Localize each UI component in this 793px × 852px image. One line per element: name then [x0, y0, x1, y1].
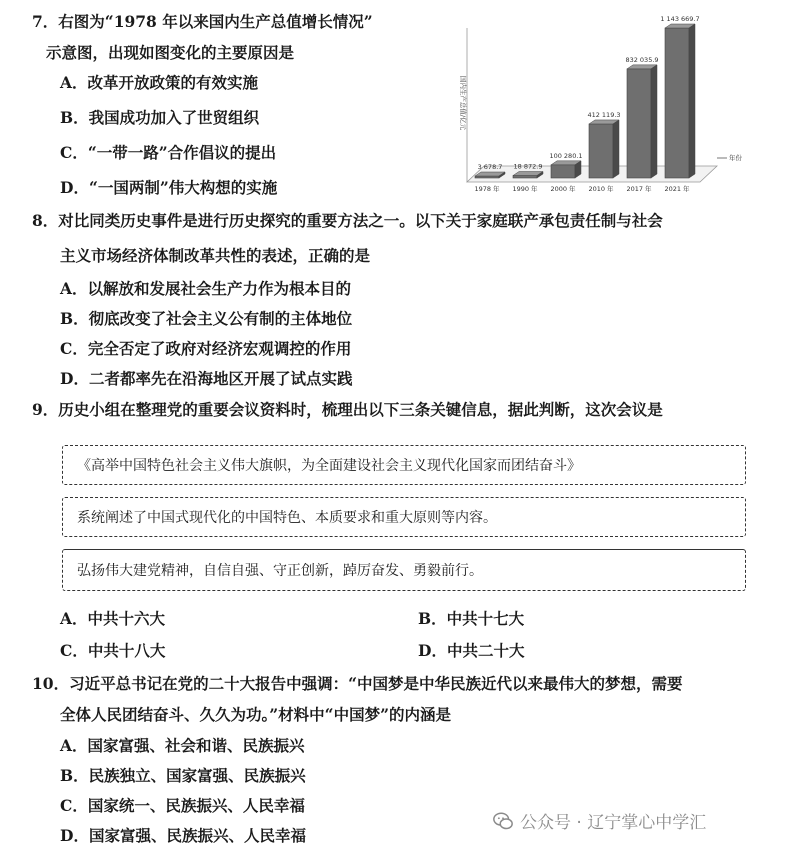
x-tick-label-4: 2017 年: [626, 185, 652, 193]
q7-stem-line2: 示意图，出现如图变化的主要原因是: [46, 43, 295, 62]
bar-side-5: [689, 24, 695, 178]
bar-value-label-3: 412 119.3: [587, 110, 621, 119]
q7-stem-line1: 7．右图为“1978 年以来国内生产总值增长情况”: [32, 12, 373, 31]
chart-ylabel: 国内生产总值/亿元: [459, 75, 467, 131]
legend-label: 年份: [729, 154, 742, 162]
q7-option-c: C．“一带一路”合作倡议的提出: [60, 143, 277, 162]
x-tick-label-2: 2000 年: [550, 185, 576, 193]
bar-2: [551, 165, 575, 178]
bar-value-label-5: 1 143 669.7: [660, 15, 700, 23]
q9-info-text-1: 《高举中国特色社会主义伟大旗帜，为全面建设社会主义现代化国家而团结奋斗》: [77, 458, 581, 474]
bar-side-3: [613, 120, 619, 178]
bar-value-label-2: 100 280.1: [549, 151, 583, 160]
bar-side-4: [651, 65, 657, 178]
q7-option-a: A．改革开放政策的有效实施: [60, 73, 259, 92]
q9-option-b: B．中共十七大: [418, 609, 525, 628]
q10-stem-line1: 10．习近平总书记在党的二十大报告中强调：“中国梦是中华民族近代以来最伟大的梦想，需要: [32, 674, 683, 693]
wechat-icon: [492, 810, 514, 832]
q7-option-d: D．“一国两制”伟大构想的实施: [60, 178, 278, 197]
q9-stem: 9．历史小组在整理党的重要会议资料时，梳理出以下三条关键信息，据此判断，这次会议是: [32, 400, 663, 419]
q10-option-c: C．国家统一、民族振兴、人民幸福: [60, 796, 305, 815]
x-tick-label-3: 2010 年: [588, 185, 614, 193]
q10-option-a: A．国家富强、社会和谐、民族振兴: [60, 736, 305, 755]
q10-option-d: D．国家富强、民族振兴、人民幸福: [60, 826, 306, 845]
x-tick-label-1: 1990 年: [512, 185, 538, 193]
watermark-text: 公众号 · 辽宁掌心中学汇: [520, 813, 707, 833]
q8-stem-line1: 8．对比同类历史事件是进行历史探究的重要方法之一。以下关于家庭联产承包责任制与社会: [32, 211, 663, 230]
q9-info-box-2: [62, 497, 746, 537]
bar-4: [627, 69, 651, 178]
q9-info-text-2: 系统阐述了中国式现代化的中国特色、本质要求和重大原则等内容。: [77, 510, 497, 526]
q9-info-box-3: [62, 549, 746, 591]
bar-value-label-1: 18 872.9: [513, 162, 543, 171]
q8-option-c: C．完全否定了政府对经济宏观调控的作用: [60, 339, 352, 358]
q10-stem-line2: 全体人民团结奋斗、久久为功。”材料中“中国梦”的内涵是: [60, 705, 451, 724]
q9-option-c: C．中共十八大: [60, 641, 166, 660]
bar-value-label-0: 3 678.7: [477, 163, 503, 171]
q9-info-text-3: 弘扬伟大建党精神，自信自强、守正创新，踔厉奋发、勇毅前行。: [77, 563, 483, 579]
x-tick-label-0: 1978 年: [474, 185, 500, 193]
x-tick-label-5: 2021 年: [664, 185, 690, 193]
q8-option-b: B．彻底改变了社会主义公有制的主体地位: [60, 309, 353, 328]
chart-bars: [475, 24, 695, 178]
bar-3: [589, 124, 613, 178]
wechat-watermark: [492, 808, 706, 833]
q10-option-b: B．民族独立、国家富强、民族振兴: [60, 766, 306, 785]
q8-option-a: A．以解放和发展社会生产力作为根本目的: [60, 279, 352, 298]
bar-value-label-4: 832 035.9: [625, 55, 659, 64]
bar-5: [665, 28, 689, 178]
q9-info-box-1: [62, 445, 746, 485]
q9-option-d: D．中共二十大: [418, 641, 525, 660]
bar-1: [513, 176, 537, 178]
bar-0: [475, 176, 499, 178]
q7-option-b: B．我国成功加入了世贸组织: [60, 108, 260, 127]
q8-stem-line2: 主义市场经济体制改革共性的表述，正确的是: [60, 246, 371, 265]
q9-option-a: A．中共十六大: [60, 609, 166, 628]
gdp-bar-chart: [455, 8, 740, 193]
q8-option-d: D．二者都率先在沿海地区开展了试点实践: [60, 369, 353, 388]
